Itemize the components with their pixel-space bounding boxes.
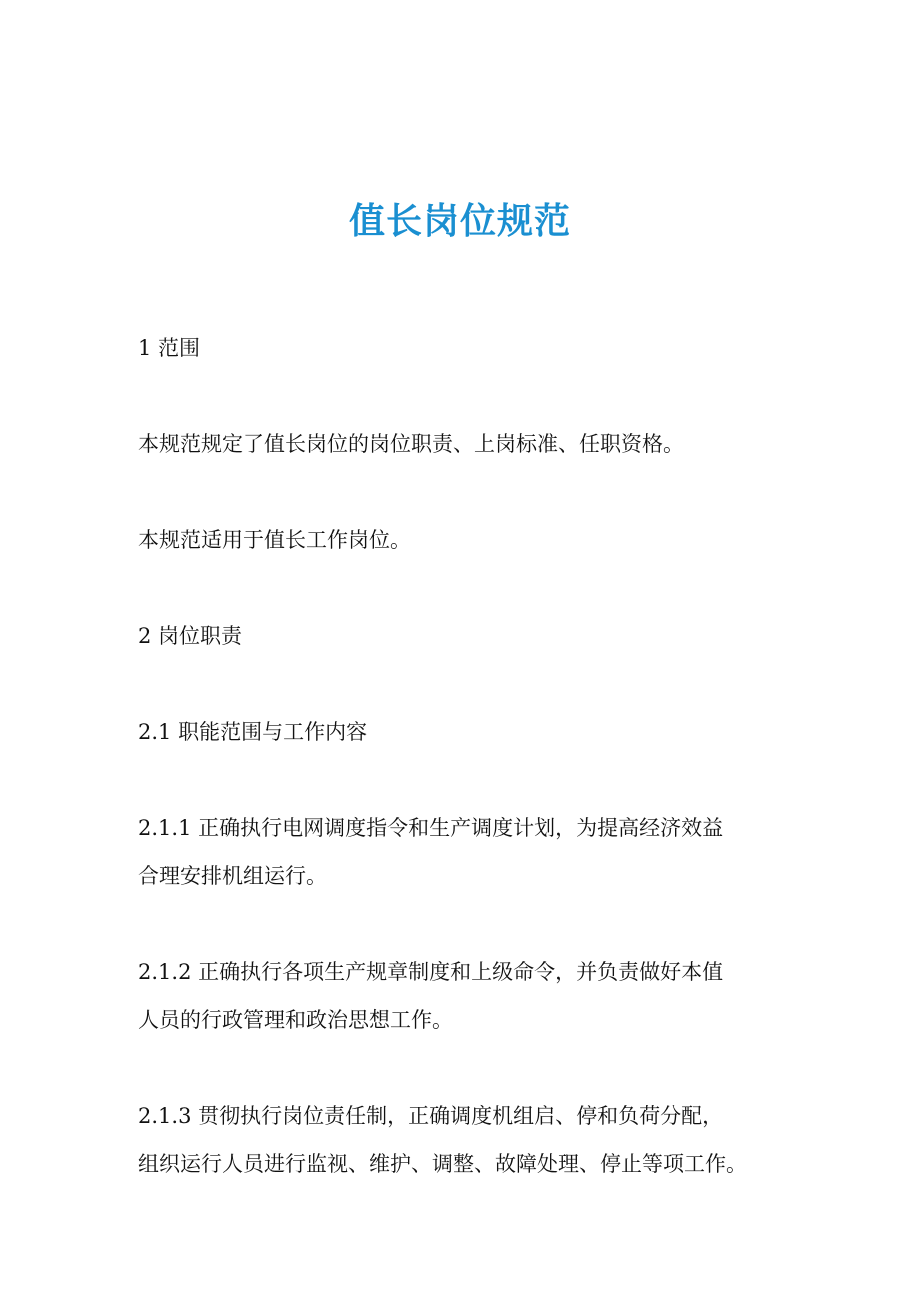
subsection-heading-functions [138,708,798,756]
clause-2-1-2 [138,948,798,1044]
paragraph-line: 本规范适用于值长工作岗位。 [138,528,411,552]
paragraph-line: 2.1.3 贯彻执行岗位责任制，正确调度机组启、停和负荷分配， [138,1104,724,1128]
clause-2-1-3 [138,1092,798,1188]
paragraph-scope-definition [138,420,798,468]
clause-2-1-1 [138,804,798,900]
paragraph-line: 人员的行政管理和政治思想工作。 [138,1008,453,1032]
section-heading-duties [138,612,798,660]
paragraph-line: 本规范规定了值长岗位的岗位职责、上岗标准、任职资格。 [138,432,684,456]
paragraph-line: 2 岗位职责 [138,624,243,648]
section-heading-scope [138,324,798,372]
paragraph-line: 组织运行人员进行监视、维护、调整、故障处理、停止等项工作。 [138,1152,747,1176]
paragraph-scope-applicability [138,516,798,564]
paragraph-line: 2.1 职能范围与工作内容 [138,720,368,744]
paragraph-line: 合理安排机组运行。 [138,864,327,888]
paragraph-line: 2.1.1 正确执行电网调度指令和生产调度计划，为提高经济效益 [138,816,724,840]
paragraph-line: 1 范围 [138,336,201,360]
document-title: 值长岗位规范 [348,201,571,242]
paragraph-line: 2.1.2 正确执行各项生产规章制度和上级命令，并负责做好本值 [138,960,724,984]
